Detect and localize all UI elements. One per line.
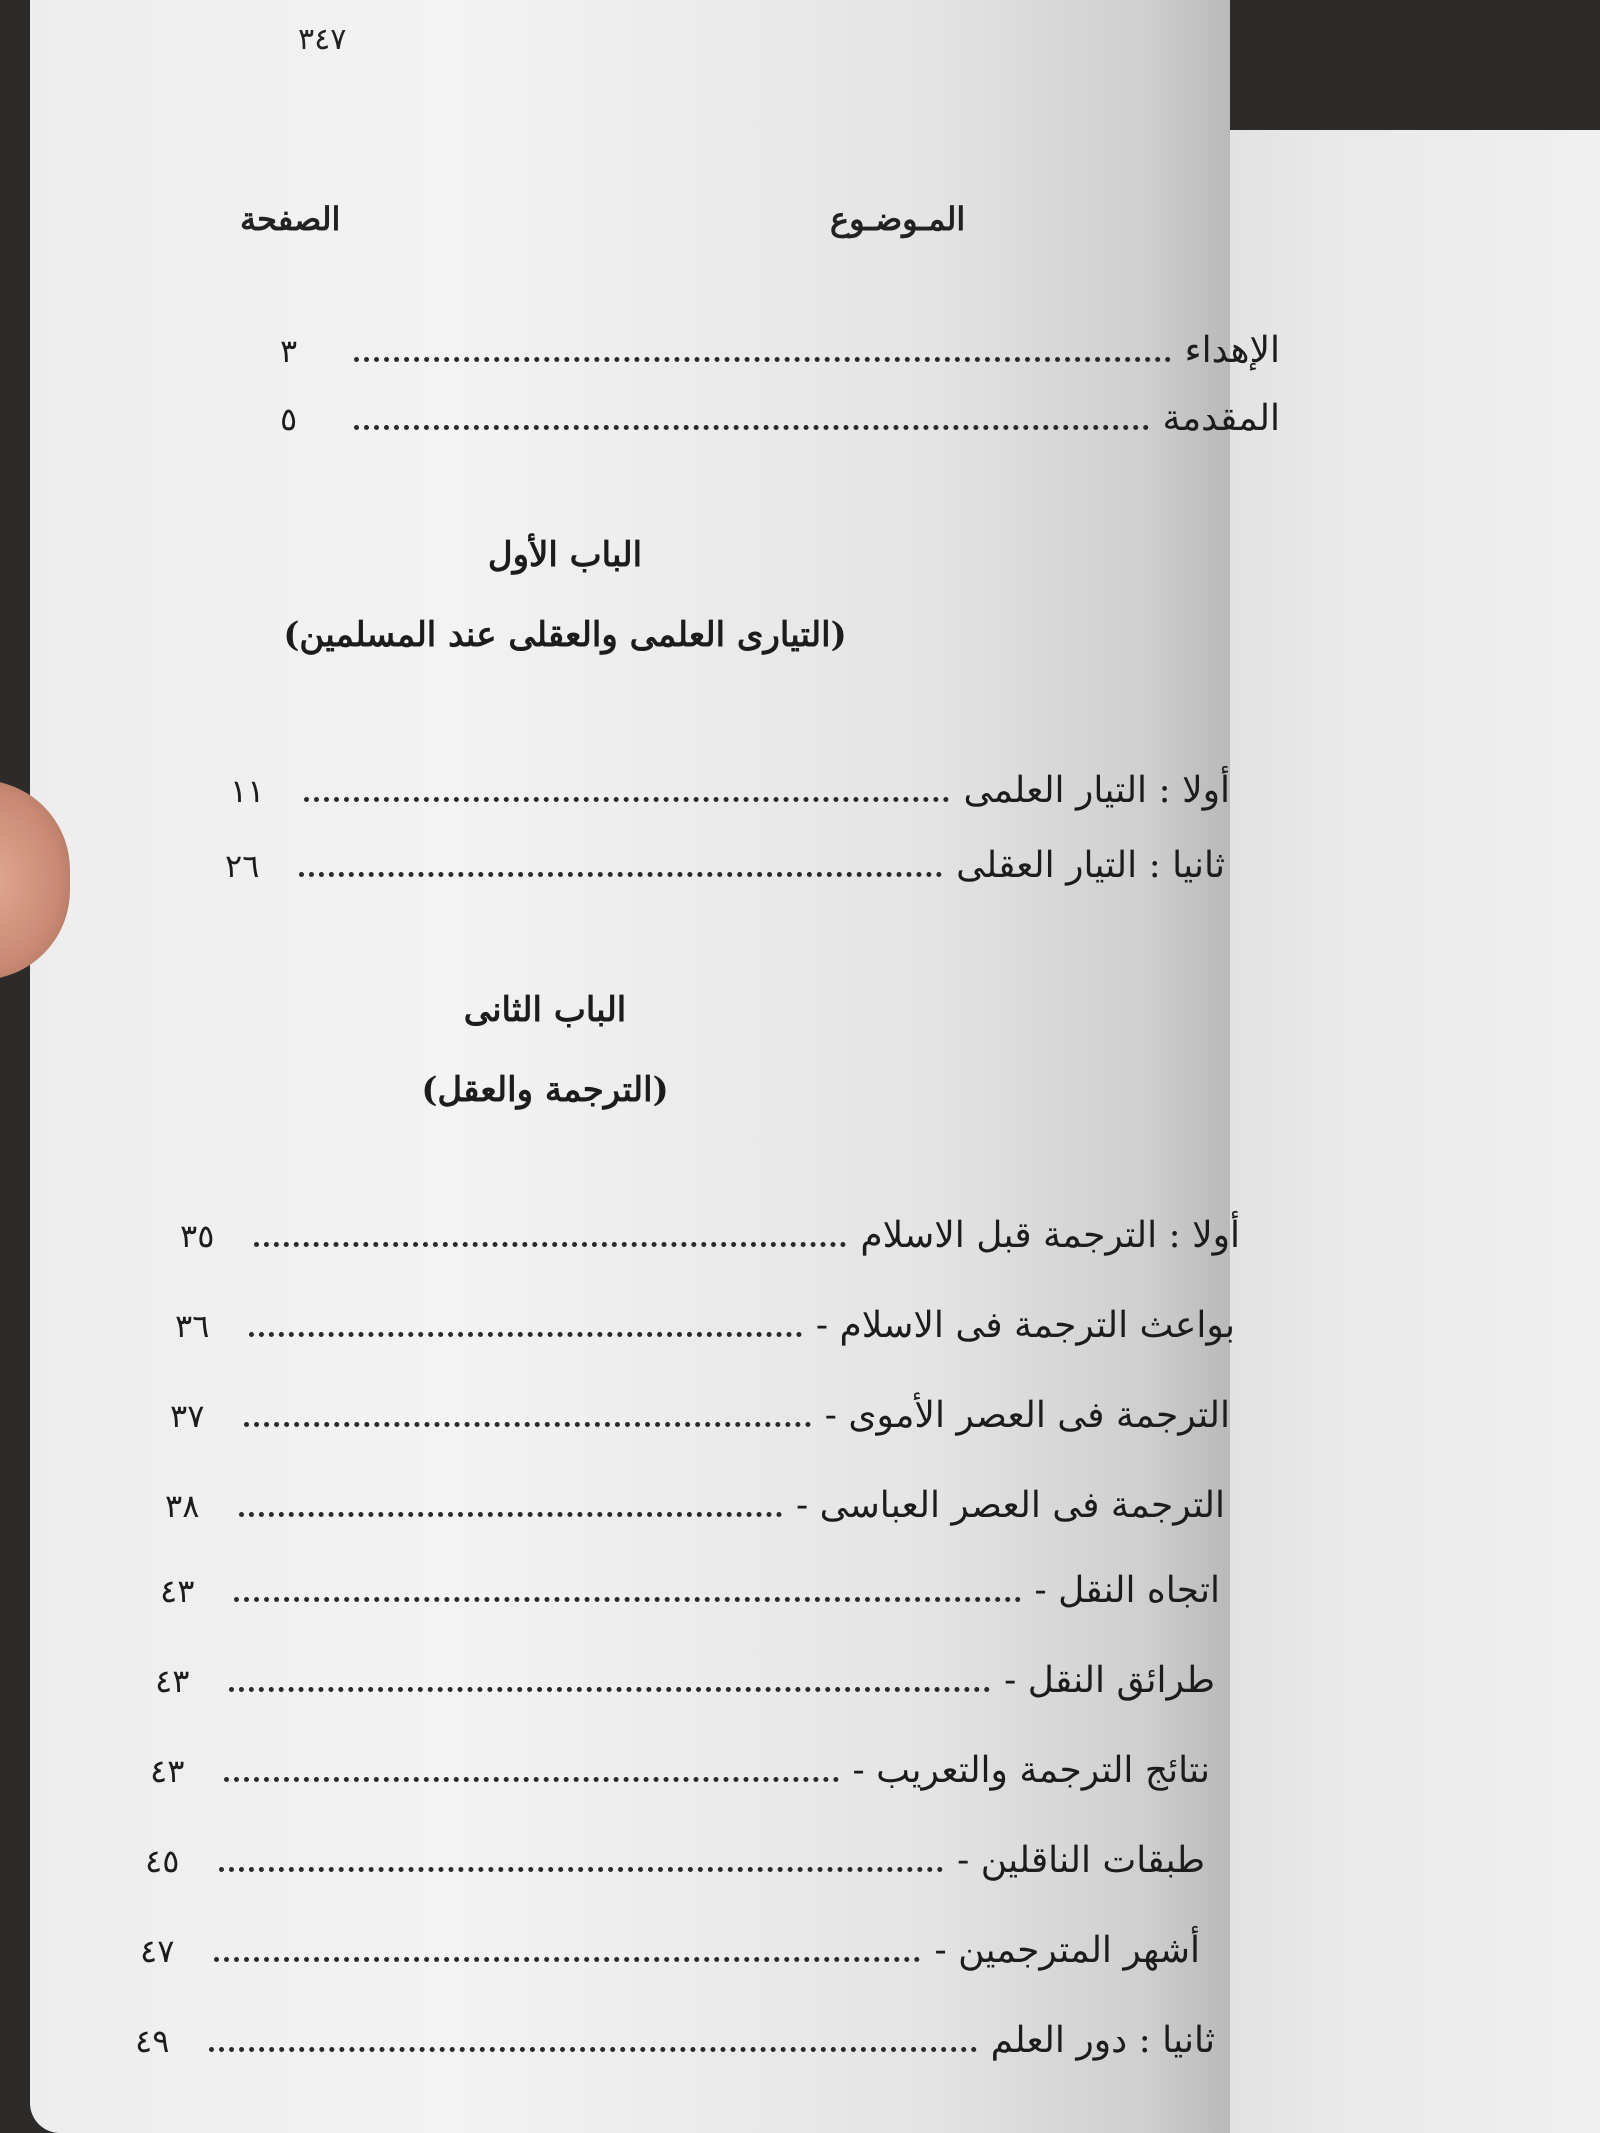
dot-leader (209, 2047, 977, 2052)
book-page (30, 0, 1280, 2133)
dot-leader (354, 425, 1149, 430)
toc-entry-page: ٣٦ (175, 1307, 210, 1345)
toc-entry-label: ثانيا : دور العلم (990, 2020, 1215, 2061)
dot-leader (219, 1867, 943, 1872)
toc-entry-label: - الترجمة فى العصر الأموى (824, 1395, 1230, 1436)
toc-entry (225, 845, 1225, 886)
toc-entry-page: ٤٥ (145, 1842, 180, 1880)
page-column-header: الصفحة (240, 200, 341, 238)
toc-entry-page: ١١ (230, 772, 265, 810)
toc-entry (170, 1395, 1230, 1436)
toc-entry (165, 1485, 1225, 1526)
part1-subtitle: (التيارى العلمى والعقلى عند المسلمين) (283, 615, 847, 655)
dot-leader (304, 797, 949, 802)
toc-entry-page: ٤٧ (140, 1932, 175, 1970)
toc-entry-page: ٣٨ (165, 1487, 200, 1525)
dot-leader (299, 872, 942, 877)
page-number: ٣٤٧ (298, 22, 347, 57)
toc-entry (150, 1750, 1210, 1791)
toc-entry-label: المقدمة (1162, 398, 1280, 439)
toc-entry-label: ثانيا : التيار العقلى (956, 845, 1225, 886)
toc-entry (160, 1570, 1220, 1611)
dot-leader (354, 357, 1171, 362)
toc-entry-label: أولا : الترجمة قبل الاسلام (860, 1215, 1240, 1256)
toc-entry-page: ٤٣ (160, 1572, 195, 1610)
part2-subtitle: (الترجمة والعقل) (421, 1070, 669, 1110)
toc-entry-label: - نتائج الترجمة والتعريب (852, 1750, 1210, 1791)
toc-entry-page: ٥ (280, 400, 298, 438)
toc-entry-label: - أشهر المترجمين (934, 1930, 1200, 1971)
toc-entry-label: - طبقات الناقلين (957, 1840, 1205, 1881)
toc-entry-page: ٤٣ (155, 1662, 190, 1700)
toc-entry-label: الإهداء (1184, 330, 1280, 371)
toc-entry-label: - اتجاه النقل (1034, 1570, 1220, 1611)
toc-entry-dedication (280, 330, 1280, 371)
dot-leader (239, 1512, 782, 1517)
toc-entry-label: - بواعث الترجمة فى الاسلام (815, 1305, 1235, 1346)
toc-entry-page: ٣٥ (180, 1217, 215, 1255)
toc-entry (180, 1215, 1240, 1256)
toc-entry (155, 1660, 1215, 1701)
toc-entry-label: أولا : التيار العلمى (963, 770, 1230, 811)
toc-entry-page: ٣٧ (170, 1397, 205, 1435)
toc-entry-label: - الترجمة فى العصر العباسى (796, 1485, 1225, 1526)
dot-leader (214, 1957, 920, 1962)
toc-entry-page: ٤٣ (150, 1752, 185, 1790)
toc-entry-page: ٣ (280, 332, 298, 370)
dot-leader (234, 1597, 1021, 1602)
toc-entry (135, 2020, 1215, 2061)
toc-entry (230, 770, 1230, 811)
toc-entry (175, 1305, 1235, 1346)
toc-entry (145, 1840, 1205, 1881)
dot-leader (229, 1687, 990, 1692)
toc-entry-page: ٤٩ (135, 2022, 170, 2060)
part1-title: الباب الأول (487, 535, 643, 575)
dot-leader (224, 1777, 839, 1782)
part2-title: الباب الثانى (463, 990, 627, 1030)
toc-entry-label: - طرائق النقل (1004, 1660, 1215, 1701)
dot-leader (249, 1332, 802, 1337)
toc-entry-introduction (280, 398, 1280, 439)
dot-leader (244, 1422, 811, 1427)
toc-entry-page: ٢٦ (225, 847, 260, 885)
dot-leader (254, 1242, 846, 1247)
topic-column-header: المـوضـوع (830, 200, 966, 238)
toc-entry (140, 1930, 1200, 1971)
